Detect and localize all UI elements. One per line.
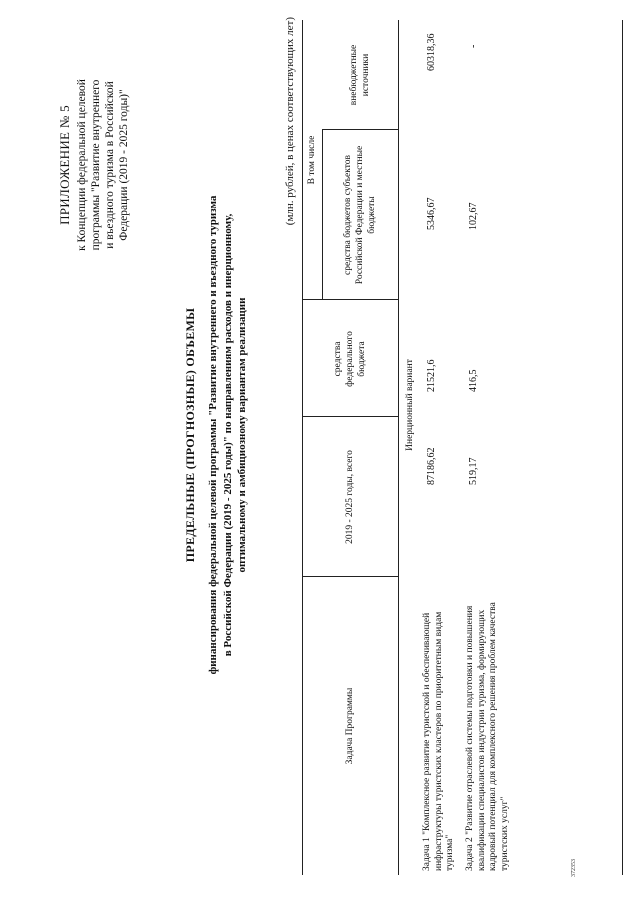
header-extra: внебюджетные источники bbox=[349, 44, 371, 106]
appendix-subtitle: к Концепции федеральной целевой программы "Развитие внутреннего и въездного туризма в Российской Федерации (2019 - 2025 годы)" bbox=[76, 79, 130, 251]
row-2-regional: 102,67 bbox=[468, 202, 479, 230]
table-rule-bottom bbox=[622, 20, 623, 875]
header-including: В том числе bbox=[307, 135, 317, 185]
appendix-heading bbox=[58, 27, 131, 303]
funding-table bbox=[302, 20, 624, 875]
table-rule-header-bottom bbox=[398, 20, 399, 875]
row-2-task: Задача 2 "Развитие отраслевой системы подготовки и повышения квалификации специалистов индустрии туризма, формирующих кадровый потенциал для комплексного решения проблем качества туристских услуг" bbox=[465, 602, 510, 871]
row-2-federal: 416,5 bbox=[468, 369, 479, 392]
row-1-extra: 60318,36 bbox=[426, 33, 437, 71]
row-2-extra: - bbox=[468, 44, 479, 48]
units-note: (млн. рублей, в ценах соответствующих лет) bbox=[284, 17, 296, 226]
header-total: 2019 - 2025 годы, всего bbox=[345, 450, 355, 544]
document-number: 372353 bbox=[571, 859, 577, 877]
title-line-1: ПРЕДЕЛЬНЫЕ (ПРОГНОЗНЫЕ) ОБЪЕМЫ bbox=[183, 307, 197, 563]
title-line-2: финансирования федеральной целевой программы "Развитие внутреннего и въездного туризма в Российской Федерации (2019 - 2025 годы)" по направлениям расходов и инерционному, оптимальному и амбициозному вариантам реализации bbox=[207, 195, 249, 675]
row-1-task: Задача 1 "Комплексное развитие туристской и обеспечивающей инфраструктуры туристских кластеров по приоритетным видам туризма" bbox=[422, 611, 456, 871]
header-federal: средства федерального бюджета bbox=[333, 331, 367, 387]
appendix-title: ПРИЛОЖЕНИЕ № 5 bbox=[57, 105, 72, 225]
table-col-sep-4 bbox=[322, 129, 398, 130]
header-task: Задача Программы bbox=[345, 687, 355, 765]
document-title bbox=[183, 115, 250, 755]
row-1-regional: 5346,67 bbox=[426, 197, 437, 230]
row-1-total: 87186,62 bbox=[426, 447, 437, 485]
row-1-federal: 21521,6 bbox=[426, 359, 437, 392]
section-label: Инерционный вариант bbox=[405, 359, 415, 451]
header-regional: средства бюджетов субъектов Российской Федерации и местные бюджеты bbox=[343, 145, 377, 285]
row-2-total: 519,17 bbox=[468, 457, 479, 485]
